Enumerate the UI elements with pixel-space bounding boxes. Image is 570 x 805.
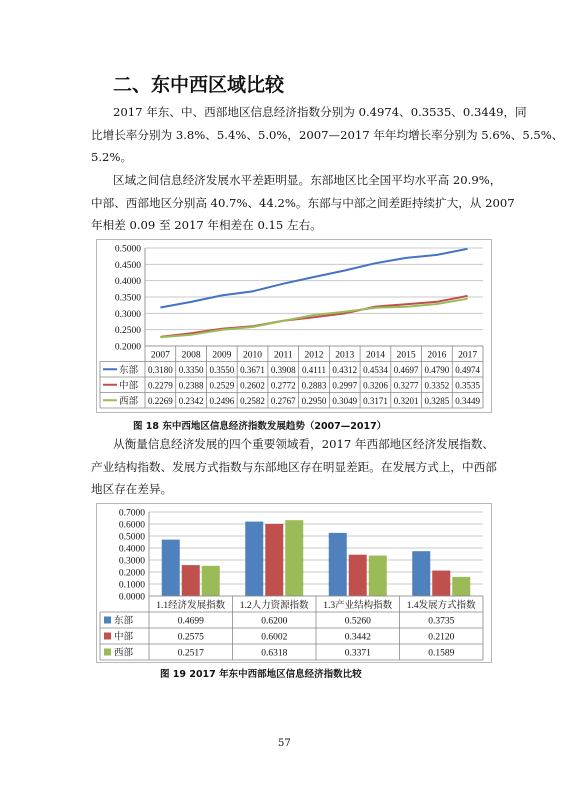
legend-label: 东部 — [119, 365, 139, 376]
data-value-label: 0.4699 — [177, 616, 204, 627]
bar-东部-3 — [329, 533, 347, 596]
data-value-label: 0.3201 — [393, 395, 419, 406]
x-category-label: 2014 — [365, 350, 385, 361]
legend-label: 西部 — [114, 648, 134, 659]
data-value-label: 0.5260 — [344, 616, 371, 627]
data-value-label: 0.2342 — [178, 395, 204, 406]
bar-西部-4 — [452, 577, 470, 596]
legend-key-square — [104, 617, 111, 624]
bar-中部-1 — [182, 565, 200, 596]
paragraph-line: 中部、西部地区分别高 40.7%、44.2%。东部与中部之间差距持续扩大，从 2007 — [91, 195, 515, 210]
y-tick-label: 0.1000 — [118, 580, 145, 591]
data-value-label: 0.3352 — [424, 380, 450, 391]
legend-label: 中部 — [119, 381, 139, 392]
page-number: 57 — [278, 738, 291, 749]
data-value-label: 0.2517 — [177, 648, 204, 659]
data-value-label: 0.6200 — [261, 616, 288, 627]
bar-东部-2 — [245, 522, 263, 596]
bar-chart-frame — [96, 503, 492, 663]
data-value-label: 0.3206 — [363, 380, 388, 391]
data-value-label: 0.2883 — [301, 380, 327, 391]
data-value-label: 0.4790 — [424, 364, 450, 375]
section-heading: 二、东中西区域比较 — [113, 74, 285, 96]
x-category-label: 2013 — [335, 350, 355, 361]
y-tick-label: 0.2500 — [114, 326, 141, 337]
x-category-label: 1.4发展方式指数 — [406, 601, 476, 611]
legend-label: 西部 — [119, 396, 139, 407]
x-category-label: 2012 — [304, 350, 324, 361]
paragraph-3 — [91, 433, 497, 501]
y-tick-label: 0.2000 — [114, 342, 141, 353]
data-value-label: 0.2997 — [332, 380, 358, 391]
legend-key-square — [104, 649, 111, 656]
x-category-label: 2007 — [150, 350, 170, 361]
paragraph-1 — [91, 101, 564, 169]
data-value-label: 0.2767 — [270, 395, 296, 406]
y-tick-label: 0.3000 — [118, 556, 145, 567]
data-value-label: 0.2269 — [147, 395, 173, 406]
x-category-label: 2010 — [243, 350, 263, 361]
data-value-label: 0.3735 — [428, 616, 455, 627]
figure-18-caption: 图 18 东中西地区信息经济指数发展趋势（2007—2017） — [133, 421, 387, 432]
series-line-2 — [160, 296, 467, 337]
y-tick-label: 0.4500 — [114, 260, 141, 271]
x-category-label: 1.3产业结构指数 — [323, 601, 393, 611]
data-value-label: 0.3277 — [393, 380, 419, 391]
paragraph-line: 区域之间信息经济发展水平差距明显。东部地区比全国平均水平高 20.9%， — [113, 173, 502, 187]
y-tick-label: 0.5000 — [114, 244, 141, 255]
data-value-label: 0.6318 — [261, 648, 288, 659]
figure-19-caption: 图 19 2017 年东中西部地区信息经济指数比较 — [160, 669, 362, 680]
data-value-label: 0.3908 — [270, 364, 296, 375]
data-value-label: 0.4974 — [455, 364, 481, 375]
paragraph-2 — [91, 169, 515, 237]
x-category-label: 2016 — [427, 350, 447, 361]
data-value-label: 0.3671 — [240, 364, 265, 375]
x-category-label: 2015 — [396, 350, 416, 361]
data-value-label: 0.4312 — [332, 364, 358, 375]
bar-西部-2 — [285, 520, 303, 596]
y-tick-label: 0.2000 — [118, 568, 145, 579]
series-line-1 — [160, 249, 467, 308]
bar-中部-4 — [432, 571, 450, 596]
data-value-label: 0.2496 — [209, 395, 235, 406]
x-category-label: 1.2人力资源指数 — [239, 601, 309, 611]
legend-label: 东部 — [114, 616, 134, 627]
data-value-label: 0.3535 — [455, 380, 481, 391]
y-tick-label: 0.3500 — [114, 293, 141, 304]
data-value-label: 0.3550 — [209, 364, 235, 375]
x-category-label: 2009 — [212, 350, 232, 361]
bar-中部-3 — [349, 555, 367, 596]
data-value-label: 0.2388 — [178, 380, 204, 391]
line-chart-frame — [96, 239, 492, 413]
data-value-label: 0.2279 — [147, 380, 173, 391]
bar-东部-1 — [162, 540, 180, 596]
data-value-label: 0.3371 — [344, 648, 371, 659]
data-value-label: 0.3350 — [178, 364, 204, 375]
y-tick-label: 0.4000 — [118, 544, 145, 555]
data-value-label: 0.2602 — [240, 380, 265, 391]
bar-西部-1 — [202, 566, 220, 596]
x-category-label: 2017 — [458, 350, 478, 361]
data-value-label: 0.2575 — [177, 632, 204, 643]
data-value-label: 0.2950 — [301, 395, 327, 406]
data-value-label: 0.6002 — [261, 632, 288, 643]
data-value-label: 0.1589 — [428, 648, 455, 659]
bar-东部-4 — [412, 551, 430, 596]
data-value-label: 0.3449 — [455, 395, 481, 406]
data-value-label: 0.2120 — [428, 632, 455, 643]
legend-key-square — [104, 633, 111, 640]
paragraph-line: 地区存在差异。 — [91, 482, 173, 496]
paragraph-line: 5.2%。 — [91, 150, 133, 164]
y-tick-label: 0.3000 — [114, 309, 141, 320]
y-tick-label: 0.6000 — [118, 520, 145, 531]
legend-label: 中部 — [114, 632, 134, 643]
y-tick-label: 0.0000 — [118, 592, 145, 603]
paragraph-line: 比增长率分别为 3.8%、5.4%、5.0%，2007—2017 年年均增长率分别为 5.6%、5.5%、 — [91, 127, 564, 142]
data-value-label: 0.3285 — [424, 395, 450, 406]
y-tick-label: 0.7000 — [118, 508, 145, 519]
data-value-label: 0.2582 — [240, 395, 265, 406]
line-chart — [97, 240, 491, 412]
y-tick-label: 0.5000 — [118, 532, 145, 543]
y-tick-label: 0.4000 — [114, 277, 141, 288]
data-value-label: 0.3049 — [332, 395, 358, 406]
data-value-label: 0.4534 — [363, 364, 388, 375]
data-value-label: 0.3171 — [363, 395, 388, 406]
data-value-label: 0.3180 — [147, 364, 173, 375]
x-category-label: 2011 — [273, 350, 293, 361]
bar-中部-2 — [265, 524, 283, 596]
data-value-label: 0.4697 — [393, 364, 419, 375]
data-value-label: 0.3442 — [344, 632, 371, 643]
data-value-label: 0.2772 — [270, 380, 296, 391]
data-value-label: 0.4111 — [301, 364, 327, 375]
x-category-label: 1.1经济发展指数 — [156, 601, 226, 611]
paragraph-line: 产业结构指数、发展方式指数与东部地区存在明显差距。在发展方式上，中西部 — [91, 459, 497, 474]
bar-西部-3 — [369, 556, 387, 596]
data-value-label: 0.2529 — [209, 380, 235, 391]
paragraph-line: 从衡量信息经济发展的四个重要领域看，2017 年西部地区经济发展指数、 — [113, 437, 495, 451]
x-category-label: 2008 — [181, 350, 201, 361]
paragraph-line: 2017 年东、中、西部地区信息经济指数分别为 0.4974、0.3535、0.3449，同 — [113, 105, 527, 119]
paragraph-line: 年相差 0.09 至 2017 年相差在 0.15 左右。 — [91, 218, 322, 232]
bar-chart — [97, 504, 491, 662]
